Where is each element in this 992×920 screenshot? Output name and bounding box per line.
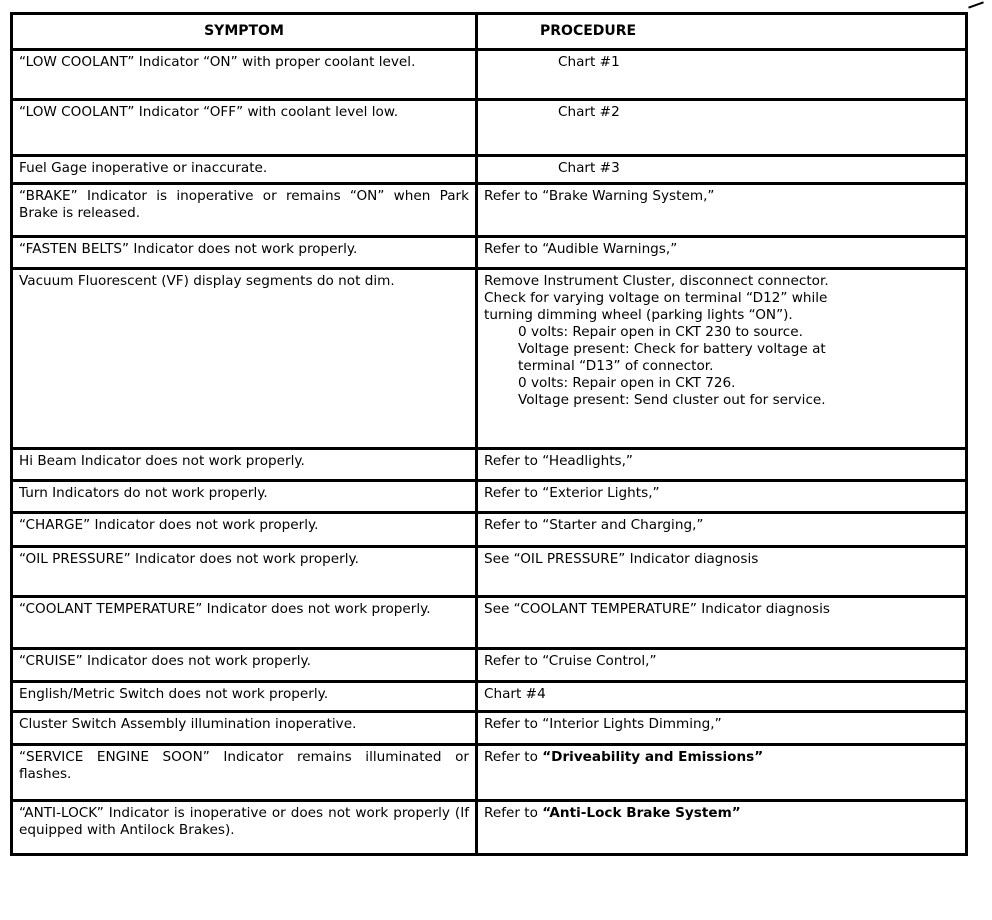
symptom-cell: Vacuum Fluorescent (VF) display segments do not dim. (12, 269, 477, 449)
symptom-cell: Turn Indicators do not work properly. (12, 481, 477, 513)
procedure-cell (477, 801, 967, 855)
procedure-cell: Chart #1 (477, 50, 967, 100)
procedure-cell: Chart #2 (477, 100, 967, 156)
procedure-reference: “Driveability and Emissions” (542, 749, 764, 765)
symptom-cell: Hi Beam Indicator does not work properly. (12, 449, 477, 481)
procedure-line: terminal “D13” of connector. (518, 358, 714, 374)
procedure-cell: Chart #3 (477, 156, 967, 184)
header-row (12, 14, 967, 50)
procedure-line: Check for varying voltage on terminal “D12” while (484, 290, 828, 306)
table-row (12, 184, 967, 237)
symptom-header: SYMPTOM (12, 14, 477, 50)
procedure-cell: Refer to “Starter and Charging,” (477, 513, 967, 547)
procedure-cell: Refer to “Exterior Lights,” (477, 481, 967, 513)
procedure-cell: Refer to “Headlights,” (477, 449, 967, 481)
symptom-cell: “CRUISE” Indicator does not work properly. (12, 649, 477, 682)
symptom-cell: “SERVICE ENGINE SOON” Indicator remains illuminated or flashes. (12, 745, 477, 801)
table-row (12, 156, 967, 184)
symptom-cell: “CHARGE” Indicator does not work properly. (12, 513, 477, 547)
procedure-line: 0 volts: Repair open in CKT 230 to source. (518, 324, 803, 340)
table-row (12, 597, 967, 649)
procedure-line: Voltage present: Send cluster out for service. (518, 392, 826, 408)
symptom-cell: Fuel Gage inoperative or inaccurate. (12, 156, 477, 184)
procedure-line: turning dimming wheel (parking lights “ON”). (484, 307, 793, 323)
scan-mark (968, 1, 984, 8)
table-row (12, 547, 967, 597)
procedure-header: PROCEDURE (477, 14, 967, 50)
symptom-cell: “LOW COOLANT” Indicator “OFF” with coolant level low. (12, 100, 477, 156)
symptom-cell: “BRAKE” Indicator is inoperative or remains “ON” when Park Brake is released. (12, 184, 477, 237)
table-row (12, 100, 967, 156)
procedure-line: 0 volts: Repair open in CKT 726. (518, 375, 736, 391)
procedure-line: Voltage present: Check for battery voltage at (518, 341, 826, 357)
symptom-cell: English/Metric Switch does not work properly. (12, 682, 477, 712)
procedure-prefix: Refer to (484, 749, 543, 765)
table-row (12, 513, 967, 547)
symptom-cell: “LOW COOLANT” Indicator “ON” with proper coolant level. (12, 50, 477, 100)
procedure-cell (477, 269, 967, 449)
procedure-line: Remove Instrument Cluster, disconnect connector. (484, 273, 829, 289)
symptom-cell: Cluster Switch Assembly illumination inoperative. (12, 712, 477, 745)
table-row (12, 269, 967, 449)
symptom-cell: “OIL PRESSURE” Indicator does not work properly. (12, 547, 477, 597)
table-row (12, 481, 967, 513)
table-row (12, 745, 967, 801)
table-row (12, 449, 967, 481)
table-row (12, 801, 967, 855)
procedure-cell: Refer to “Audible Warnings,” (477, 237, 967, 269)
symptom-cell: “ANTI-LOCK” Indicator is inoperative or does not work properly (If equipped with Antilock Brakes). (12, 801, 477, 855)
procedure-cell: See “OIL PRESSURE” Indicator diagnosis (477, 547, 967, 597)
diagnosis-table (10, 12, 968, 856)
procedure-reference: “Anti-Lock Brake System” (542, 805, 741, 821)
table-row (12, 682, 967, 712)
table-row (12, 237, 967, 269)
procedure-cell (477, 745, 967, 801)
symptom-cell: “COOLANT TEMPERATURE” Indicator does not work properly. (12, 597, 477, 649)
procedure-cell: Chart #4 (477, 682, 967, 712)
symptom-cell: “FASTEN BELTS” Indicator does not work properly. (12, 237, 477, 269)
procedure-cell: Refer to “Interior Lights Dimming,” (477, 712, 967, 745)
procedure-cell: Refer to “Brake Warning System,” (477, 184, 967, 237)
procedure-prefix: Refer to (484, 805, 543, 821)
table-row (12, 50, 967, 100)
table-row (12, 712, 967, 745)
procedure-cell: See “COOLANT TEMPERATURE” Indicator diagnosis (477, 597, 967, 649)
procedure-cell: Refer to “Cruise Control,” (477, 649, 967, 682)
table-row (12, 649, 967, 682)
